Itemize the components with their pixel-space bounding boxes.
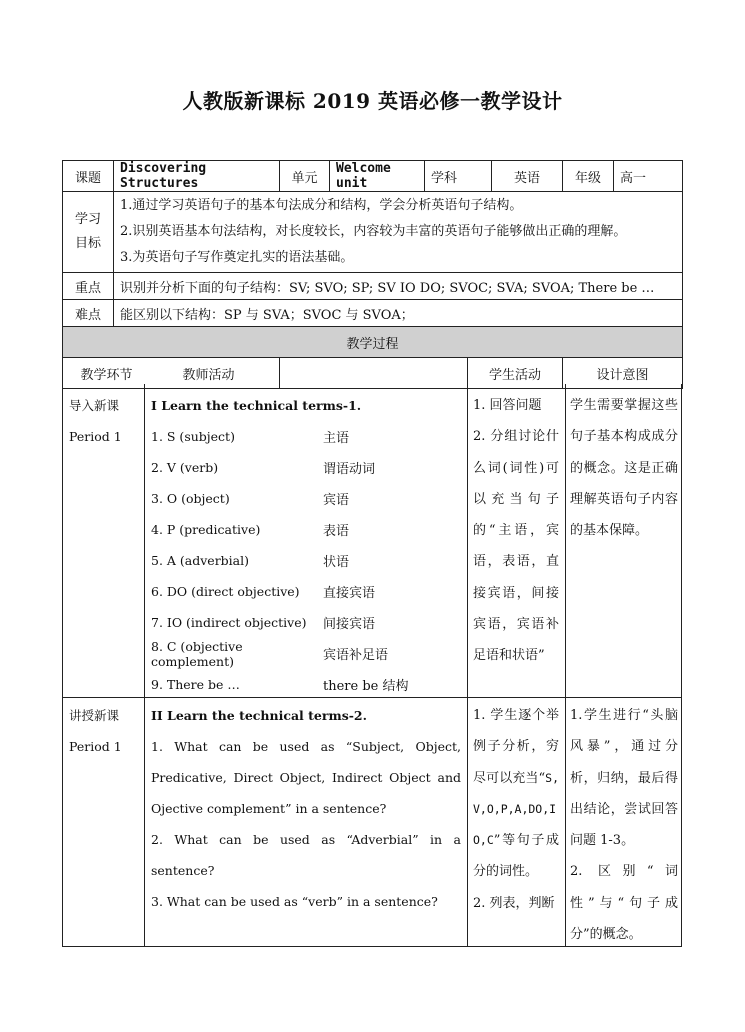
section2-intent: 1.学生进行“头脑风暴”，通过分析，归纳，最后得出结论，尝试回答问题 1-3。 2. 区别“词性”与“句子成分”的概念。	[570, 708, 678, 943]
grade-value: 高一	[614, 161, 683, 192]
document-title: 人教版新课标 2019 英语必修一教学设计	[182, 89, 563, 113]
term-row	[151, 638, 461, 669]
process-heading-row	[63, 327, 683, 358]
section1-student: 1. 回答问题 2. 分组讨论什么词(词性)可以充当句子的“主语，宾语，表语，直接宾语，间接宾语，宾语补足语和状语”	[473, 398, 559, 664]
term-row	[151, 576, 461, 607]
section1-period: Period 1	[69, 429, 122, 444]
section2-question-1: 1. What can be used as “Subject, Object, Predicative, Direct Object, Indirect Object and Ojective complement” in a sentence?	[151, 739, 461, 816]
term-chinese: 宾语	[323, 493, 350, 508]
section2-stage-label: 讲授新课	[69, 708, 120, 723]
objective-item: 3.为英语句子写作奠定扎实的语法基础。	[120, 250, 354, 265]
term-chinese: 宾语补足语	[323, 648, 389, 663]
term-row	[151, 669, 461, 700]
objective-item: 2.识别英语基本句法结构，对长度较长，内容较为丰富的英语句子能够做出正确的理解。	[120, 224, 627, 239]
term-english: 7. IO (indirect objective)	[151, 615, 307, 630]
section2-question-2: 2. What can be used as “Adverbial” in a sentence?	[151, 832, 461, 878]
difficulty-row	[63, 300, 683, 327]
lesson-plan-table	[62, 160, 683, 389]
objective-item: 1.通过学习英语句子的基本句法成分和结构，学会分析英语句子结构。	[120, 198, 523, 213]
term-chinese: there be 结构	[323, 679, 409, 694]
section1-intent: 学生需要掌握这些句子基本构成成分的概念。这是正确理解英语句子内容的基本保障。	[570, 398, 678, 539]
section2-heading: II Learn the technical terms-2.	[151, 708, 367, 723]
col-stage-label: 教学环节	[80, 367, 133, 383]
process-heading: 教学过程	[63, 327, 683, 358]
term-english: 4. P (predicative)	[151, 522, 261, 537]
key-point-label: 重点	[63, 273, 114, 300]
topic-label: 课题	[63, 161, 114, 192]
section2-student-part1: 1. 学生逐个举例子分析，穷尽可以充当“	[473, 708, 559, 786]
subject-label: 学科	[425, 161, 492, 192]
difficulty-label: 难点	[63, 300, 114, 327]
term-chinese: 主语	[323, 431, 350, 446]
objectives-row	[63, 192, 683, 273]
subject-value: 英语	[492, 161, 563, 192]
difficulty-text: 能区别以下结构：SP 与 SVA；SVOC 与 SVOA；	[114, 300, 683, 327]
section1-stage	[69, 390, 141, 452]
term-chinese: 直接宾语	[323, 586, 376, 601]
term-english: 3. O (object)	[151, 491, 230, 506]
term-row	[151, 514, 461, 545]
col-intent: 设计意图	[563, 358, 683, 389]
key-point-text: 识别并分析下面的句子结构：SV; SVO; SP; SV IO DO; SVOC; SVA; SVOA; There be …	[114, 273, 683, 300]
term-row	[151, 483, 461, 514]
term-row	[151, 421, 461, 452]
unit-label: 单元	[280, 161, 330, 192]
term-chinese: 表语	[323, 524, 350, 539]
section2-student-code: S,V,O,P,A,DO,IO,C	[473, 770, 559, 848]
term-english: 9. There be …	[151, 677, 240, 692]
col-student: 学生活动	[468, 358, 563, 389]
term-chinese: 间接宾语	[323, 617, 376, 632]
section2-period: Period 1	[69, 739, 122, 754]
section2-stage	[69, 700, 141, 762]
grade-label: 年级	[563, 161, 614, 192]
section1-teacher	[151, 390, 461, 700]
objectives-label: 学习目标	[63, 192, 114, 273]
topic-value: Discovering Structures	[114, 161, 280, 192]
unit-value: Welcome unit	[330, 161, 425, 192]
section2-student-part2: ”等句子成分的词性。 2. 列表，判断	[473, 833, 559, 911]
term-row	[151, 607, 461, 638]
term-chinese: 谓语动词	[323, 462, 376, 477]
term-english: 1. S (subject)	[151, 429, 235, 444]
term-english: 2. V (verb)	[151, 460, 219, 475]
term-english: 6. DO (direct objective)	[151, 584, 300, 599]
section2-student	[473, 700, 559, 919]
section1-heading: I Learn the technical terms-1.	[151, 398, 362, 413]
key-point-row	[63, 273, 683, 300]
col-teacher-label: 教师活动	[182, 367, 235, 383]
term-row	[151, 545, 461, 576]
term-english: 8. C (objective complement)	[151, 638, 243, 669]
term-english: 5. A (adverbial)	[151, 553, 249, 568]
terms-list	[151, 421, 461, 700]
header-row	[63, 161, 683, 192]
section1-stage-label: 导入新课	[69, 398, 120, 413]
term-chinese: 状语	[323, 555, 350, 570]
section2-question-3: 3. What can be used as “verb” in a sentence?	[151, 894, 438, 909]
process-body	[62, 384, 682, 947]
section2-teacher	[151, 700, 461, 917]
objectives-list	[114, 192, 683, 273]
term-row	[151, 452, 461, 483]
